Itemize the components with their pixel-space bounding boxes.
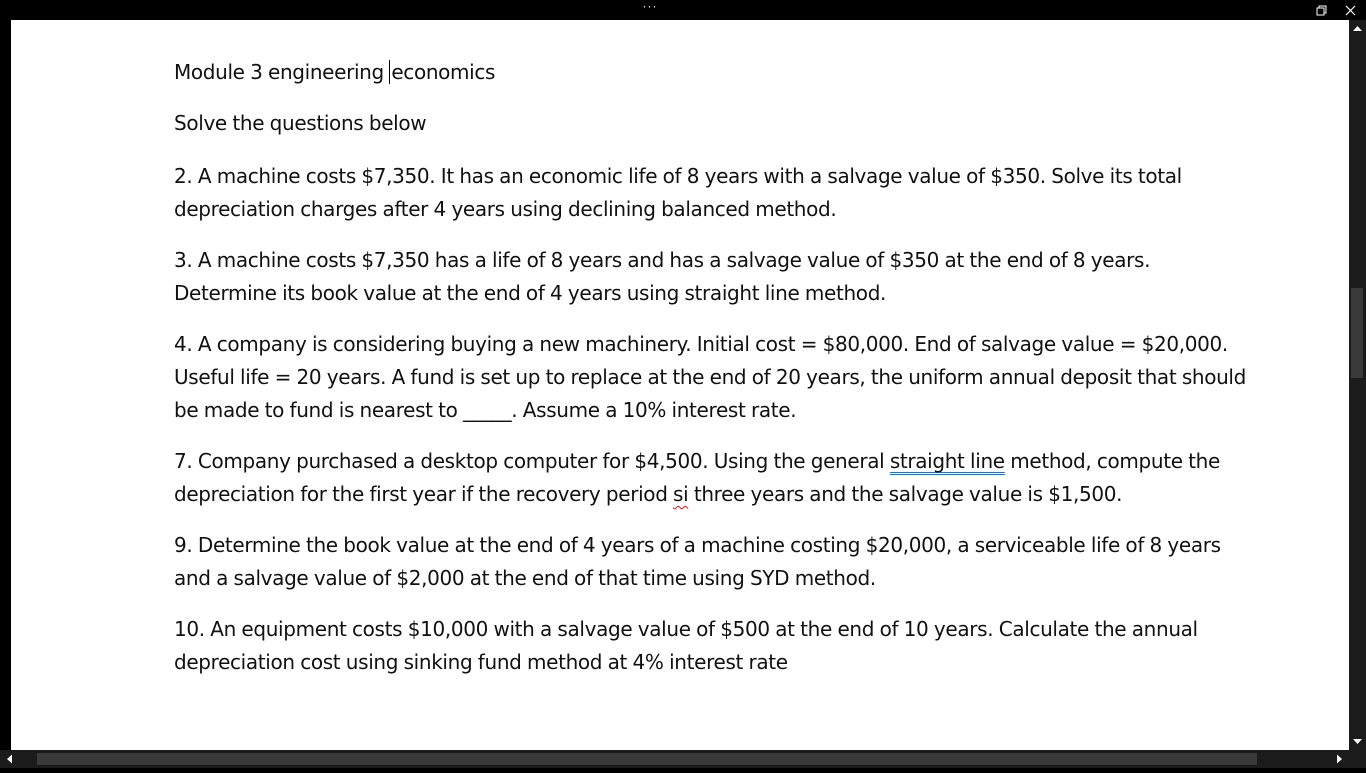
spelling-flagged-word[interactable]: si: [673, 482, 689, 506]
close-icon[interactable]: [1342, 2, 1358, 18]
scroll-up-icon[interactable]: [1349, 20, 1366, 37]
question-4: 4. A company is considering buying a new machinery. Initial cost = $80,000. End of salvage value = $20,000. Useful life = 20 years. A fund is set up to replace at the end of 20 years, the uniform annual deposit that should be made to fund is nearest to _____. Assume a 10% interest rate.: [174, 332, 1252, 422]
grammar-flagged-phrase[interactable]: straight line: [889, 449, 1005, 473]
instruction-paragraph: Solve the questions below: [174, 111, 427, 135]
title-text-after-caret: economics: [391, 60, 496, 84]
question-7-part-2: method, compute the depreciation for the first year if the recovery period: [174, 449, 1226, 506]
question-9: 9. Determine the book value at the end of 4 years of a machine costing $20,000, a serviceable life of 8 years and a salvage value of $2,000 at the end of that time using SYD method.: [174, 533, 1227, 590]
scroll-right-icon[interactable]: [1331, 750, 1349, 768]
scrollbar-corner: [1349, 750, 1366, 768]
question-3: 3. A machine costs $7,350 has a life of 8 years and has a salvage value of $350 at the end of 8 years. Determine its book value at the end of 4 years using straight line method.: [174, 248, 1156, 305]
question-10: 10. An equipment costs $10,000 with a salvage value of $500 at the end of 10 years. Calculate the annual depreciation cost using sinking fund method at 4% interest rate: [174, 617, 1204, 674]
question-7-part-1: 7. Company purchased a desktop computer for $4,500. Using the general: [174, 449, 890, 473]
horizontal-scroll-thumb[interactable]: [37, 753, 1257, 765]
document-body[interactable]: [174, 58, 1254, 697]
question-2: 2. A machine costs $7,350. It has an economic life of 8 years with a salvage value of $350. Solve its total depreciation charges after 4 years using declining balanced method.: [174, 164, 1188, 221]
restore-window-icon[interactable]: [1313, 2, 1329, 18]
vertical-scroll-thumb[interactable]: [1351, 288, 1363, 378]
vertical-scrollbar[interactable]: [1349, 20, 1366, 750]
title-text-before-caret: Module 3 engineering: [174, 60, 390, 84]
scroll-left-icon[interactable]: [0, 750, 18, 768]
document-page[interactable]: [11, 20, 1349, 750]
scroll-down-icon[interactable]: [1349, 733, 1366, 750]
title-bar: [0, 0, 1366, 20]
more-dots-icon[interactable]: ···: [642, 0, 658, 13]
question-7: [174, 445, 1254, 511]
question-7-part-3: three years and the salvage value is $1,500.: [688, 482, 1123, 506]
horizontal-scrollbar[interactable]: [0, 750, 1349, 768]
document-title: [174, 58, 1254, 86]
